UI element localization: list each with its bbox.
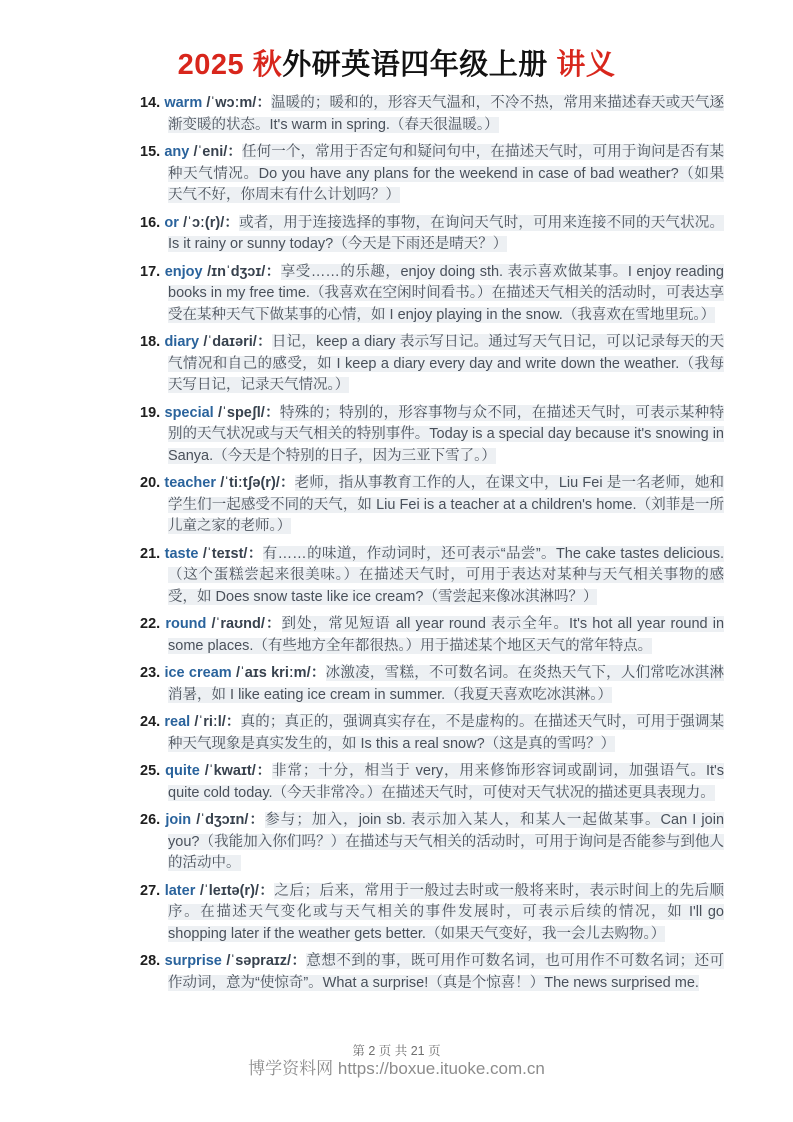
entry-body: 意想不到的事，既可用作可数名词，也可用作不可数名词；还可作动词，意为“使惊奇”。What a surprise!（真是个惊喜！）The news surprised me. xyxy=(168,953,725,991)
entry-term: real xyxy=(164,714,191,730)
vocab-entry xyxy=(140,544,724,609)
entry-term: round xyxy=(165,616,207,632)
entry-number: 21. xyxy=(140,545,161,562)
entry-number: 26. xyxy=(140,812,161,828)
page-footer xyxy=(0,1044,793,1079)
vocab-entry xyxy=(140,93,724,136)
entry-phonetic: /ˈkwaɪt/： xyxy=(204,763,273,779)
entry-term: ice cream xyxy=(164,665,232,681)
vocab-entry xyxy=(140,403,724,468)
entry-number: 23. xyxy=(140,665,161,681)
entry-phonetic: /ˈraʊnd/： xyxy=(211,616,282,632)
vocab-entry xyxy=(140,951,724,994)
entry-body: 任何一个，常用于否定句和疑问句中，在描述天气时，可用于询问是否有某种天气情况。Do you have any plans for the weekend in case of bad weather?（如果天气不好，你周末有什么计划吗？） xyxy=(168,144,724,203)
entry-term: join xyxy=(165,812,192,828)
entry-body: 享受……的乐趣，enjoy doing sth. 表示喜欢做某事。I enjoy reading books in my free time.（我喜欢在空闲时间看书。）在描述天气相关的活动时，可表达享受在某种天气下做某事的心情，如 I enjoy playing in the snow.（我喜欢在雪地里玩。） xyxy=(168,263,724,323)
entry-body: 真的；真正的，强调真实存在，不是虚构的。在描述天气时，可用于强调某种天气现象是真实发生的，如 Is this a real snow?（这是真的雪吗？） xyxy=(168,714,725,752)
entry-phonetic: /ˈeni/： xyxy=(193,144,243,160)
vocab-entry xyxy=(140,761,724,804)
entry-body: 特殊的；特别的，形容事物与众不同，在描述天气时，可表示某种特别的天气状况或与天气相关的特别事件。Today is a special day because it's snowing in Sanya.（今天是个特别的日子，因为三亚下雪了。） xyxy=(168,404,724,464)
entry-phonetic: /ˈdʒɔɪn/： xyxy=(196,812,266,828)
entry-phonetic: /ˈɔː(r)/： xyxy=(183,214,240,231)
vocab-entry xyxy=(140,810,724,875)
entry-number: 17. xyxy=(140,263,161,280)
page-title xyxy=(0,42,793,83)
entry-phonetic: /ˈaɪs kriːm/： xyxy=(235,665,326,681)
entry-number: 22. xyxy=(140,616,161,632)
page-number: 第 2 页 共 21 页 xyxy=(352,1044,441,1058)
entry-number: 14. xyxy=(140,95,161,111)
entry-phonetic: /ˈriːl/： xyxy=(194,714,241,730)
entry-term: warm xyxy=(164,95,203,111)
entry-number: 16. xyxy=(140,214,161,231)
entry-term: any xyxy=(164,144,190,160)
entry-term: diary xyxy=(164,334,200,350)
vocab-list xyxy=(140,93,724,1000)
vocab-entry xyxy=(140,332,724,397)
entry-phonetic: /ˈleɪtə(r)/： xyxy=(199,882,275,899)
entry-term: special xyxy=(164,404,214,421)
vocab-entry xyxy=(140,614,724,657)
entry-term: surprise xyxy=(164,953,222,969)
entry-term: taste xyxy=(164,545,199,562)
vocab-entry xyxy=(140,881,724,946)
entry-phonetic: /ɪnˈdʒɔɪ/： xyxy=(207,263,281,280)
entry-term: enjoy xyxy=(164,263,203,280)
entry-number: 19. xyxy=(140,404,161,421)
entry-number: 20. xyxy=(140,475,161,491)
entry-term: later xyxy=(164,882,196,899)
entry-phonetic: /ˈdaɪəri/： xyxy=(203,334,272,350)
entry-term: quite xyxy=(165,763,200,779)
entry-body: 之后；后来，常用于一般过去时或一般将来时，表示时间上的先后顺序。在描述天气变化或与天气相关的事件发展时，可表示后续的情况，如 I'll go shopping later if the weather gets better.（如果天气变好，我一会儿去购物。） xyxy=(168,882,724,942)
entry-body: 有……的味道，作动词时，还可表示“品尝”。The cake tastes delicious.（这个蛋糕尝起来很美味。）在描述天气时，可用于表达对某种与天气相关事物的感受，如 Does snow taste like ice cream?（雪尝起来像冰淇淋吗？） xyxy=(168,545,724,605)
entry-number: 15. xyxy=(140,144,161,160)
vocab-entry xyxy=(140,712,724,755)
entry-phonetic: /ˈteɪst/： xyxy=(202,545,263,562)
entry-term: or xyxy=(164,214,179,231)
entry-body: 温暖的；暖和的，形容天气温和，不冷不热，常用来描述春天或天气逐渐变暖的状态。It's warm in spring.（春天很温暖。） xyxy=(168,95,725,133)
entry-number: 27. xyxy=(140,882,161,899)
entry-number: 18. xyxy=(140,334,161,350)
vocab-entry xyxy=(140,213,724,256)
vocab-entry xyxy=(140,262,724,327)
entry-number: 25. xyxy=(140,763,161,779)
vocab-entry xyxy=(140,142,724,207)
entry-body: 参与；加入，join sb. 表示加入某人，和某人一起做某事。Can I join you?（我能加入你们吗？）在描述与天气相关的活动时，可用于询问是否能参与到他人的活动中。 xyxy=(168,812,725,871)
entry-body: 非常；十分，相当于 very，用来修饰形容词或副词，加强语气。It's quite cold today.（今天非常冷。）在描述天气时，可使对天气状况的描述更具表现力。 xyxy=(168,763,725,801)
entry-body: 或者，用于连接选择的事物，在询问天气时，可用来连接不同的天气状况。Is it rainy or sunny today?（今天是下雨还是晴天？） xyxy=(168,214,724,252)
vocab-entry xyxy=(140,663,724,706)
title-book-name: 外研英语四年级上册 xyxy=(282,49,557,81)
title-doc-type: 讲义 xyxy=(556,49,616,81)
title-year-season: 2025 秋 xyxy=(177,49,283,81)
entry-phonetic: /ˈwɔːm/： xyxy=(206,95,272,111)
entry-phonetic: /ˈsəpraɪz/： xyxy=(226,953,307,969)
entry-number: 28. xyxy=(140,953,161,969)
entry-body: 日记，keep a diary 表示写日记。通过写天气日记，可以记录每天的天气情况和自己的感受，如 I keep a diary every day and write down the weather.（我每天写日记，记录天气情况。） xyxy=(168,334,725,393)
entry-body: 冰激凌，雪糕，不可数名词。在炎热天气下，人们常吃冰淇淋消暑，如 I like eating ice cream in summer.（我夏天喜欢吃冰淇淋。） xyxy=(168,665,724,703)
site-watermark: 博学资料网 https://boxue.ituoke.com.cn xyxy=(248,1059,545,1078)
entry-phonetic: /ˈspeʃl/： xyxy=(218,404,280,421)
entry-phonetic: /ˈtiːtʃə(r)/： xyxy=(220,475,295,491)
entry-body: 到处，常见短语 all year round 表示全年。It's hot all year round in some places.（有些地方全年都很热。）用于描述某个地区天气的常年特点。 xyxy=(168,616,725,654)
entry-number: 24. xyxy=(140,714,161,730)
entry-term: teacher xyxy=(164,475,216,491)
entry-body: 老师，指从事教育工作的人，在课文中，Liu Fei 是一名老师，她和学生们一起感受不同的天气，如 Liu Fei is a teacher at a children's home.（刘菲是一所儿童之家的老师。） xyxy=(168,475,725,534)
vocab-entry xyxy=(140,473,724,538)
